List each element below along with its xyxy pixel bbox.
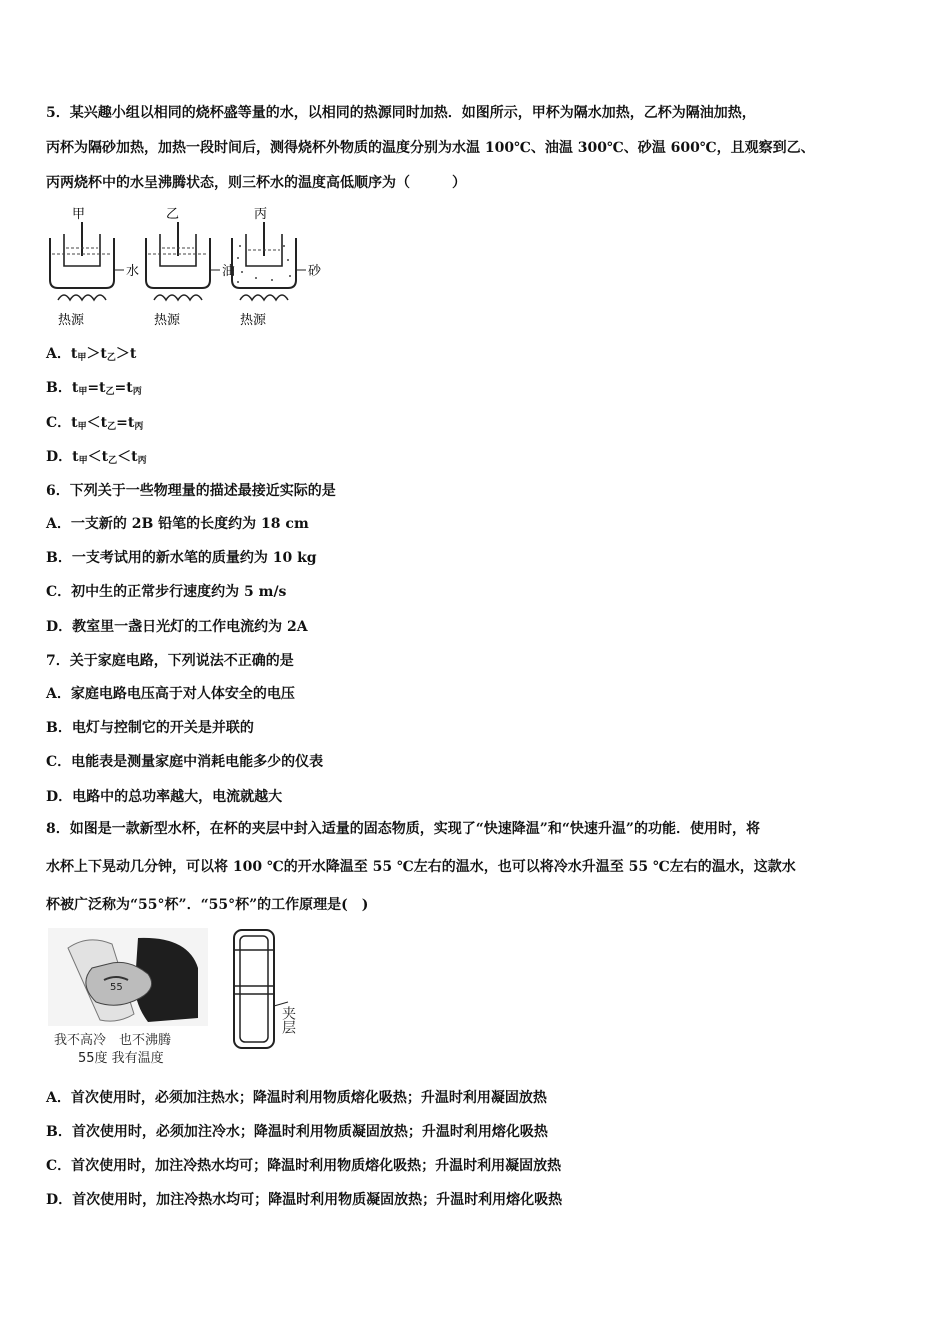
q6-option-c[interactable]: C．初中生的正常步行速度约为 5 m/s — [46, 584, 287, 600]
q8-option-c[interactable]: C．首次使用时，加注冷热水均可；降温时利用物质熔化吸热；升温时利用凝固放热 — [46, 1158, 562, 1174]
q8-cup-photo — [48, 928, 208, 1066]
q8-option-d[interactable]: D．首次使用时，加注冷热水均可；降温时利用物质凝固放热；升温时利用熔化吸热 — [46, 1192, 563, 1208]
q6-option-b[interactable]: B．一支考试用的新水笔的质量约为 10 kg — [46, 550, 317, 566]
beaker-side-label: 水 — [126, 264, 140, 279]
q5-stem-line2: 丙杯为隔砂加热，加热一段时间后，测得烧杯外物质的温度分别为水温 100℃、油温 300℃、砂温 600℃，且观察到乙、 — [46, 140, 815, 156]
beaker-oil — [146, 207, 235, 328]
q5-option-b[interactable]: B．$t_甲=t_乙=t_丙$ — [46, 380, 142, 397]
q8-cup-diagram — [228, 928, 318, 1054]
beaker-sand — [232, 207, 322, 328]
q5-option-a[interactable]: A．$t_甲>t_乙>t$ — [46, 346, 137, 363]
cup-layer-label: 夹层 — [280, 1006, 296, 1034]
beaker-side-label: 砂 — [308, 264, 322, 279]
q5-beakers-figure — [44, 204, 322, 330]
photo-caption-line1: 我不高冷 也不沸腾 — [54, 1033, 172, 1048]
q8-option-b[interactable]: B．首次使用时，必须加注冷水；降温时利用物质凝固放热；升温时利用熔化吸热 — [46, 1124, 548, 1140]
q6-option-d[interactable]: D．教室里一盏日光灯的工作电流约为 2A — [46, 619, 308, 635]
q8-stem-line3: 杯被广泛称为“55°杯”．“55°杯”的工作原理是( ) — [46, 897, 369, 913]
beaker-bottom-label: 热源 — [240, 313, 267, 328]
photo-caption-line2: 55度 我有温度 — [78, 1051, 164, 1066]
q5-option-c[interactable]: C．$t_甲<t_乙=t_丙$ — [46, 415, 144, 432]
q6-stem: 6．下列关于一些物理量的描述最接近实际的是 — [46, 483, 336, 499]
beaker-top-label: 乙 — [166, 207, 180, 222]
q8-stem-line2: 水杯上下晃动几分钟，可以将 100 ℃的开水降温至 55 ℃左右的温水，也可以将冷水升温至 55 ℃左右的温水，这款水 — [46, 859, 796, 875]
q7-option-b[interactable]: B．电灯与控制它的开关是并联的 — [46, 720, 254, 736]
beaker-bottom-label: 热源 — [58, 313, 85, 328]
q6-option-a[interactable]: A．一支新的 2B 铅笔的长度约为 18 cm — [46, 516, 309, 532]
q5-stem-line3: 丙两烧杯中的水呈沸腾状态，则三杯水的温度高低顺序为（ ） — [46, 175, 466, 191]
beaker-water — [50, 207, 139, 328]
q8-stem-line1: 8．如图是一款新型水杯，在杯的夹层中封入适量的固态物质，实现了“快速降温”和“快速升温”的功能．使用时，将 — [46, 821, 760, 837]
q7-option-d[interactable]: D．电路中的总功率越大，电流就越大 — [46, 789, 283, 805]
q5-stem-line1: 5．某兴趣小组以相同的烧杯盛等量的水，以相同的热源同时加热．如图所示，甲杯为隔水加热，乙杯为隔油加热， — [46, 105, 756, 121]
cup-55-mark: 55 — [110, 982, 123, 993]
q7-stem: 7．关于家庭电路，下列说法不正确的是 — [46, 653, 294, 669]
beaker-bottom-label: 热源 — [154, 313, 181, 328]
q7-option-c[interactable]: C．电能表是测量家庭中消耗电能多少的仪表 — [46, 754, 324, 770]
beaker-side-label: 油 — [222, 264, 236, 279]
q8-option-a[interactable]: A．首次使用时，必须加注热水；降温时利用物质熔化吸热；升温时利用凝固放热 — [46, 1090, 547, 1106]
beaker-top-label: 丙 — [254, 207, 268, 222]
q7-option-a[interactable]: A．家庭电路电压高于对人体安全的电压 — [46, 686, 295, 702]
q5-option-d[interactable]: D．$t_甲<t_乙<t_丙$ — [46, 449, 147, 466]
beaker-top-label: 甲 — [72, 207, 86, 222]
